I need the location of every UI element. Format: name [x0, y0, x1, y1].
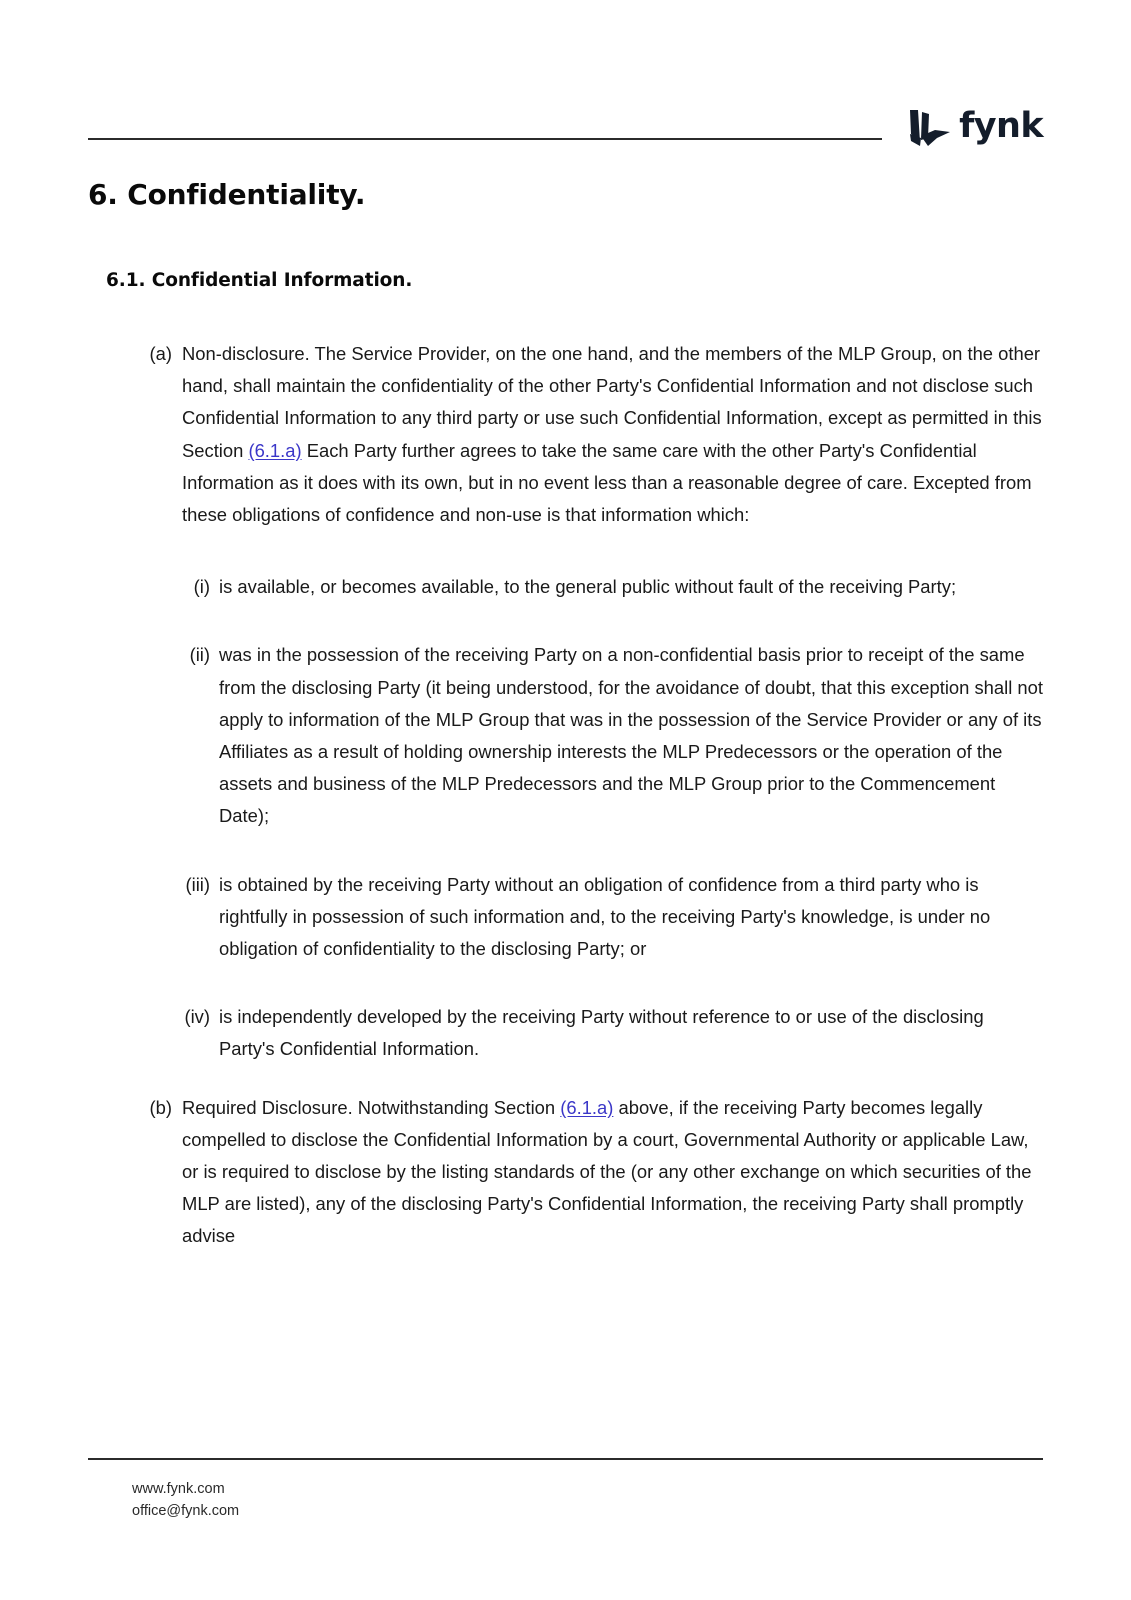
clause-list: [88, 338, 1043, 1253]
section-heading: 6. Confidentiality.: [88, 178, 366, 211]
header-divider: [88, 138, 882, 140]
sub-clause-text: was in the possession of the receiving Party on a non-confidential basis prior to receipt of the same from the disclosing Party (it being understood, for the avoidance of doubt, that this exception shall not apply to information of the MLP Group that was in the possession of the Service Provider or any of its Affiliates as a result of holding ownership interests the MLP Predecessors or the operation of the assets and business of the MLP Predecessors and the MLP Group prior to the Commencement Date);: [219, 644, 1043, 827]
clause-marker: (b): [149, 1096, 172, 1118]
footer-divider: [88, 1458, 1043, 1460]
clause-a: [88, 338, 1043, 531]
page-header: [88, 100, 1043, 156]
subsection-heading: 6.1. Confidential Information.: [106, 270, 413, 291]
clause-marker: (a): [149, 343, 172, 364]
sub-clause-marker: (iv): [184, 1006, 210, 1028]
footer-website[interactable]: www.fynk.com: [132, 1481, 225, 1497]
sub-clause-text: is obtained by the receiving Party without an obligation of confidence from a third party who is rightfully in possession of such information and, to the receiving Party's knowledge, is under no obligation of confidentiality to the disclosing Party; or: [219, 873, 991, 960]
clause-text-part: Non-disclosure. The Service Provider, on the one hand, and the members of the MLP Group, on the other hand, shall maintain the confidentiality of the other Party's Confidential Information and not disclose such Confidential Information to any third party or use such Confidential Information, except as permitted in this Section: [182, 343, 1042, 461]
section-crossref-link[interactable]: (6.1.a): [248, 439, 302, 461]
brand-logo: [904, 108, 1043, 148]
sub-clause-marker: (iii): [185, 873, 210, 895]
clause-text: [182, 1092, 1043, 1253]
sub-clause-list: [88, 571, 1043, 1065]
sub-clause-marker: (ii): [189, 644, 210, 666]
sub-clause-i: [88, 571, 1043, 603]
footer-contact: [88, 1478, 1043, 1522]
sub-clause-iv: [88, 1001, 1043, 1065]
brand-name: fynk: [959, 106, 1043, 146]
sub-clause-text: is available, or becomes available, to the general public without fault of the receiving Party;: [219, 576, 957, 598]
clause-text-part: Each Party further agrees to take the same care with the other Party's Confidential Information as it does with its own, but in no event less than a reasonable degree of care. Excepted from these obligations of confidence and non-use is that information which:: [182, 439, 1032, 526]
section-crossref-link[interactable]: (6.1.a): [560, 1096, 614, 1118]
clause-text-part: above, if the receiving Party becomes legally compelled to disclose the Confidential Information by a court, Governmental Authority or applicable Law, or is required to disclose by the listing standards of the (or any other exchange on which securities of the MLP are listed), any of the disclosing Party's Confidential Information, the receiving Party shall promptly advise: [182, 1096, 1032, 1247]
sub-clause-marker: (i): [193, 576, 210, 598]
clause-b: [88, 1092, 1043, 1253]
clause-text: [182, 338, 1043, 531]
clause-text-part: Required Disclosure. Notwithstanding Section: [182, 1096, 561, 1118]
sub-clause-iii: [88, 869, 1043, 966]
sub-clause-text: is independently developed by the receiving Party without reference to or use of the disclosing Party's Confidential Information.: [219, 1006, 984, 1060]
footer-email[interactable]: office@fynk.com: [132, 1503, 240, 1519]
page-footer: [88, 1458, 1043, 1522]
sub-clause-ii: [88, 639, 1043, 832]
fynk-origami-bird-icon: [904, 108, 950, 148]
